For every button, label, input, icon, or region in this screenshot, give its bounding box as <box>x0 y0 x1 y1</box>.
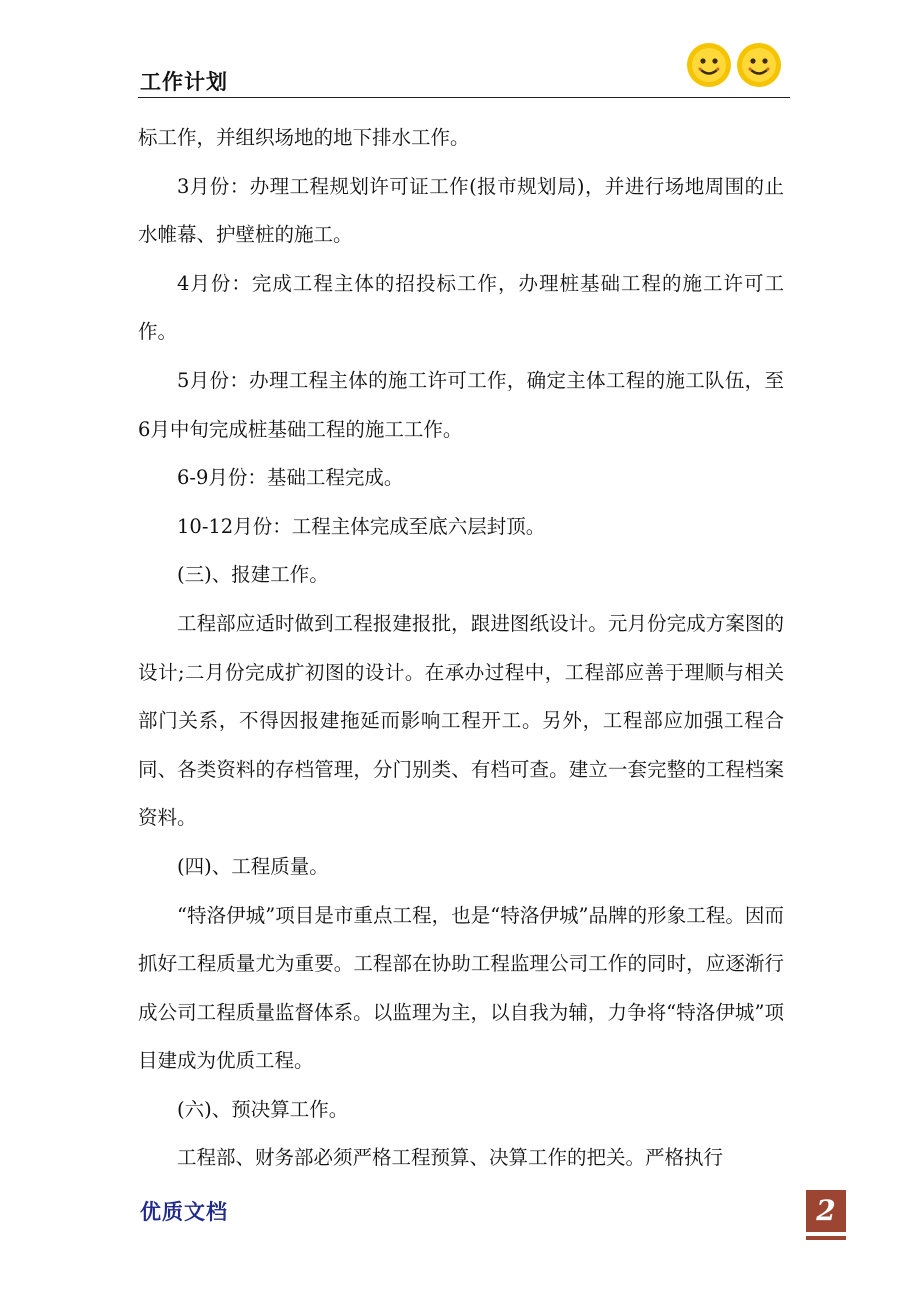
paragraph: 10-12月份：工程主体完成至底六层封顶。 <box>177 514 546 538</box>
paragraph: 工程部应适时做到工程报建报批，跟进图纸设计。元月份完成方案图的设计;二月份完成扩初图的设计。在承办过程中，工程部应善于理顺与相关部门关系，不得因报建拖延而影响工程开工。另外，工程部应加强工程合同、各类资料的存档管理，分门别类、有档可查。建立一套完整的工程档案资料。 <box>138 611 784 830</box>
page-number-badge: 2 <box>806 1190 846 1232</box>
section-heading: (六)、预决算工作。 <box>177 1097 349 1121</box>
section-heading: (四)、工程质量。 <box>177 854 329 878</box>
page-badge-underline <box>806 1236 846 1240</box>
smiley-sun-icon <box>686 42 732 88</box>
paragraph: “特洛伊城”项目是市重点工程，也是“特洛伊城”品牌的形象工程。因而抓好工程质量尤为重要。工程部在协助工程监理公司工作的同时，应逐渐行成公司工程质量监督体系。以监理为主，以自我为辅，力争将“特洛伊城”项目建成为优质工程。 <box>138 903 784 1073</box>
document-body <box>138 114 784 1183</box>
paragraph: 5月份：办理工程主体的施工许可工作，确定主体工程的施工队伍，至6月中旬完成桩基础工程的施工工作。 <box>138 368 784 441</box>
smiley-sun-icon <box>736 42 782 88</box>
header-title: 工作计划 <box>140 70 228 94</box>
paragraph: 4月份：完成工程主体的招投标工作，办理桩基础工程的施工许可工作。 <box>138 271 784 344</box>
paragraph: 标工作，并组织场地的地下排水工作。 <box>138 126 470 149</box>
section-heading: (三)、报建工作。 <box>177 563 329 587</box>
paragraph: 3月份：办理工程规划许可证工作(报市规划局)，并进行场地周围的止水帷幕、护壁桩的施工。 <box>138 174 784 247</box>
header-divider <box>138 97 790 98</box>
footer-title: 优质文档 <box>140 1200 228 1224</box>
paragraph: 工程部、财务部必须严格工程预算、决算工作的把关。严格执行 <box>177 1146 724 1170</box>
paragraph: 6-9月份：基础工程完成。 <box>177 466 404 490</box>
